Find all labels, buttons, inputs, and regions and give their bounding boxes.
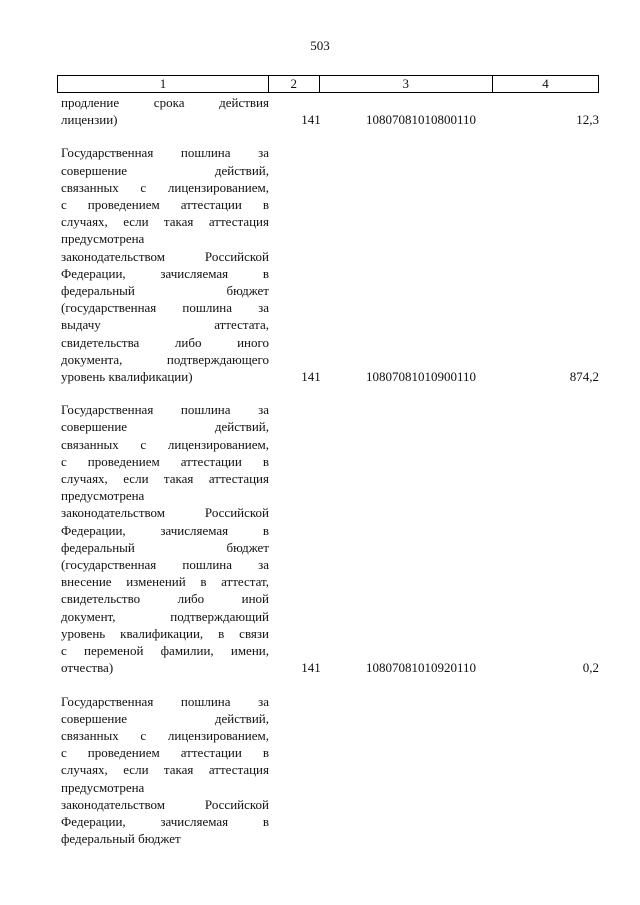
description-line: с проведением аттестации в (61, 197, 269, 213)
description-line: законодательством Российской (61, 248, 269, 264)
description-line: с проведением аттестации в (61, 453, 269, 469)
description-line: Федерации, зачисляемая в (61, 522, 269, 538)
row-amount: 0,2 (582, 660, 599, 676)
row-kbk: 10807081010800110 (365, 112, 477, 128)
description-line: связанных с лицензированием, (61, 179, 269, 195)
description-line: связанных с лицензированием, (61, 727, 269, 743)
description-line: случаях, если такая аттестация (61, 214, 269, 230)
table-row (57, 401, 599, 676)
page-number: 503 (310, 38, 330, 53)
description-line: федеральный бюджет (61, 283, 269, 299)
row-code: 141 (301, 660, 321, 676)
header-col-1: 1 (58, 76, 269, 93)
row-kbk: 10807081010900110 (365, 369, 477, 385)
description-line: законодательством Российской (61, 505, 269, 521)
description-line: предусмотрена (61, 231, 145, 247)
description-line: внесение изменений в аттестат, (61, 574, 269, 590)
description-line: лицензии) (61, 112, 118, 128)
header-col-3: 3 (319, 76, 492, 93)
description-line: Государственная пошлина за (61, 402, 269, 418)
table-body (57, 94, 599, 863)
description-line: Федерации, зачисляемая в (61, 265, 269, 281)
row-code: 141 (301, 369, 321, 385)
description-line: предусмотрена (61, 779, 145, 795)
description-line: свидетельства либо иного (61, 334, 269, 350)
table-row (57, 94, 599, 128)
row-description (57, 144, 269, 385)
description-line: случаях, если такая аттестация (61, 471, 269, 487)
description-line: с проведением аттестации в (61, 745, 269, 761)
description-line: свидетельство либо иной (61, 591, 269, 607)
row-code: 141 (301, 112, 321, 128)
table-header (57, 75, 599, 93)
description-line: документа, подтверждающего (61, 351, 269, 367)
row-kbk: 10807081010920110 (365, 660, 477, 676)
description-line: Государственная пошлина за (61, 145, 269, 161)
row-description (57, 94, 269, 128)
description-line: отчества) (61, 660, 114, 676)
description-line: документ, подтверждающий (61, 608, 269, 624)
row-amount: 874,2 (569, 369, 599, 385)
description-line: предусмотрена (61, 488, 145, 504)
description-line: связанных с лицензированием, (61, 436, 269, 452)
description-line: уровень квалификации) (61, 369, 193, 385)
description-line: выдачу аттестата, (61, 317, 269, 333)
table-row (57, 693, 599, 848)
row-description (57, 401, 269, 676)
description-line: случаях, если такая аттестация (61, 762, 269, 778)
description-line: федеральный бюджет (61, 831, 181, 847)
header-col-4: 4 (492, 76, 598, 93)
description-line: совершение действий, (61, 710, 269, 726)
description-line: федеральный бюджет (61, 539, 269, 555)
description-line: Государственная пошлина за (61, 693, 269, 709)
header-col-2: 2 (269, 76, 320, 93)
description-line: совершение действий, (61, 162, 269, 178)
row-description (57, 693, 269, 848)
description-line: продление срока действия (61, 95, 269, 110)
description-line: с переменой фамилии, имени, (61, 643, 269, 659)
description-line: Федерации, зачисляемая в (61, 813, 269, 829)
row-amount: 12,3 (576, 112, 599, 128)
description-line: (государственная пошлина за (61, 300, 269, 316)
description-line: (государственная пошлина за (61, 557, 269, 573)
description-line: уровень квалификации, в связи (61, 625, 269, 641)
table-row (57, 144, 599, 385)
description-line: совершение действий, (61, 419, 269, 435)
description-line: законодательством Российской (61, 796, 269, 812)
